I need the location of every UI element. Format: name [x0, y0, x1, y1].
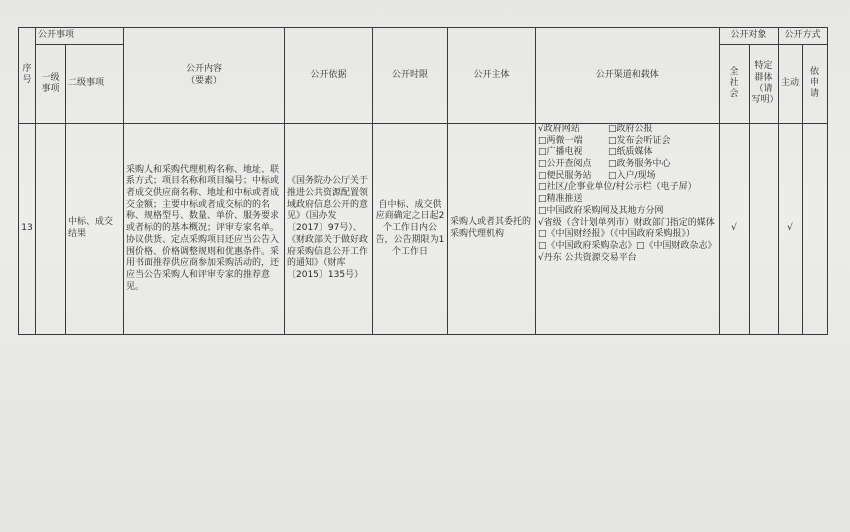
channel-line: √丹东 公共资源交易平台: [538, 252, 637, 263]
channel-line: √政府网站 □政府公报: [538, 124, 653, 134]
header-method: 公开方式: [778, 28, 827, 45]
header-basis: 公开依据: [285, 28, 373, 124]
row-basis: 《国务院办公厅关于推进公共资源配置领域政府信息公开的意见》（国办发〔2017〕97号）、《财政部关于做好政府采购信息公开工作的通知》（财库〔2015〕135号）: [285, 124, 373, 335]
header-method-apply: 依申请: [802, 45, 827, 124]
header-level1: 一级事项: [36, 45, 66, 124]
row-target-all-check: √: [719, 124, 749, 335]
header-row-1: [19, 28, 828, 45]
header-channels: 公开渠道和载体: [536, 28, 720, 124]
header-target: 公开对象: [719, 28, 778, 45]
row-seq: 13: [19, 124, 36, 335]
header-target-all: 全社会: [719, 45, 749, 124]
row-method-apply: [802, 124, 827, 335]
row-channels: [536, 124, 720, 335]
channel-line: □便民服务站 □入户/现场: [538, 170, 656, 181]
header-time-limit: 公开时限: [373, 28, 448, 124]
header-level2: 二级事项: [66, 45, 124, 124]
row-time-limit: 自中标、成交供应商确定之日起2个工作日内公告，公告期限为1个工作日: [373, 124, 448, 335]
row-level1: [36, 124, 66, 335]
channel-line: √省级（含计划单列市）财政部门指定的媒体: [538, 217, 715, 228]
row-content: 采购人和采购代理机构名称、地址、联系方式；项目名称和项目编号；中标或者成交供应商名称、地址和中标或者成交金额；主要中标或者成交标的的名称、规格型号、数量、单价、服务要求或者标的的基本概况；评审专家名单。协议供货、定点采购项目还应当公告入围价格、价格调整规则和优惠条件。采用书面推荐供应商参加采购活动的，还应当公告采购人和评审专家的推荐意见。: [124, 124, 285, 335]
channel-line: □中国政府采购网及其地方分网: [538, 205, 664, 216]
header-subject: 公开主体: [448, 28, 536, 124]
row-method-active-check: √: [778, 124, 802, 335]
row-target-specific: [749, 124, 778, 335]
channel-line: □社区/企事业单位/村公示栏（电子屏）: [538, 182, 697, 193]
channel-line: □《中国财经报》（《中国政府采购报》）: [538, 229, 696, 240]
header-target-specific: 特定群体（请写明）: [749, 45, 778, 124]
header-method-active: 主动: [778, 45, 802, 124]
channel-line: □公开查阅点 □政务服务中心: [538, 159, 671, 170]
header-matters: 公开事项: [36, 28, 124, 45]
channel-line: □精准推送: [538, 194, 583, 205]
disclosure-table: [18, 27, 828, 335]
channel-line: □《中国政府采购杂志》 □《中国财政杂志》: [538, 240, 717, 251]
header-content: 公开内容 （要素）: [124, 28, 285, 124]
table-row: [19, 124, 828, 335]
channel-line: □广播电视 □纸质媒体: [538, 147, 653, 158]
channel-line: □两微一端 □发布会听证会: [538, 135, 671, 146]
row-level2: 中标、成交结果: [66, 124, 124, 335]
header-seq: 序号: [19, 28, 36, 124]
row-subject: 采购人或者其委托的采购代理机构: [448, 124, 536, 335]
